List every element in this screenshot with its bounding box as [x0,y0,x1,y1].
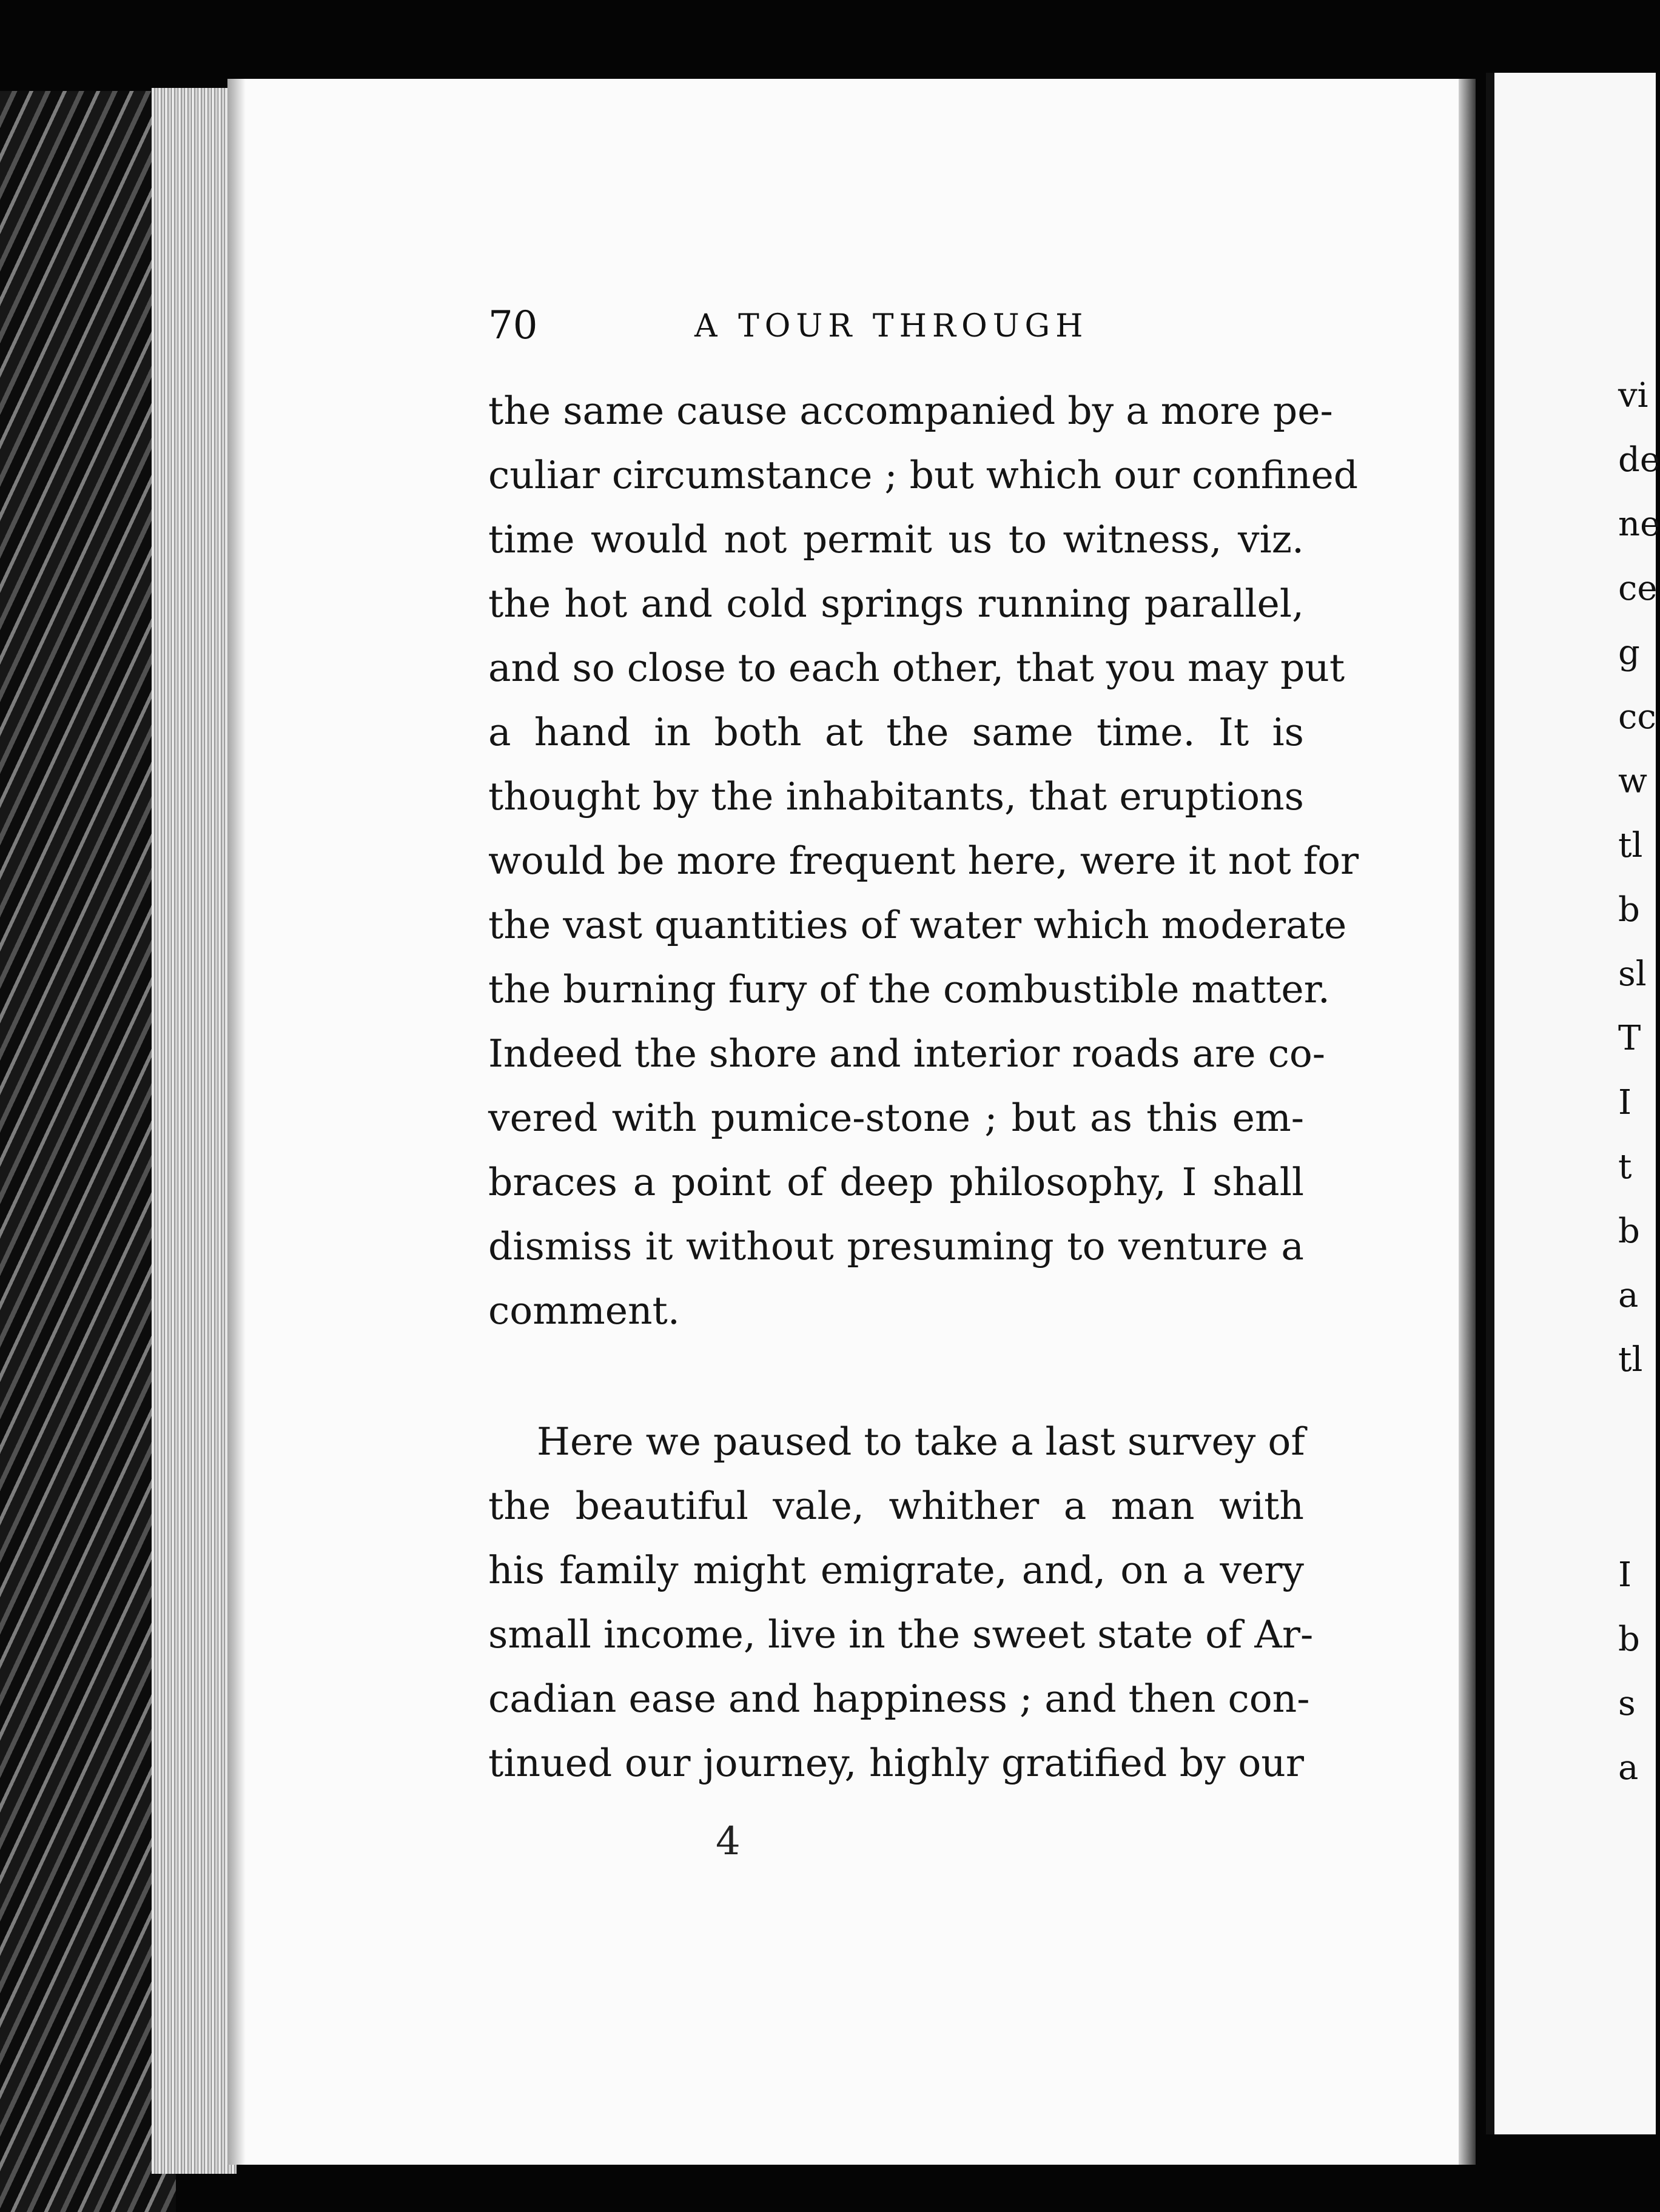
text-line: comment. [488,1289,680,1333]
facing-fragment: vi [1618,376,1648,415]
text-line: the vast quantities of water which moderate [488,903,1347,947]
facing-fragment: de [1618,440,1660,480]
text-line: thought by the inhabitants, that eruptions [488,774,1304,819]
signature-mark: 4 [716,1819,741,1864]
facing-fragment: w [1618,762,1647,801]
text-line: culiar circumstance ; but which our confined [488,453,1359,497]
paragraph-gap [488,1343,1304,1410]
facing-page-fragments-top [1618,364,1660,1392]
facing-page-fragments-bottom [1618,1543,1647,1800]
text-line: a hand in both at the same time. It is [488,710,1304,754]
text-line: tinued our journey, highly gratified by our [488,1741,1304,1785]
page-shadow [227,79,246,2165]
text-line: would be more frequent here, were it not for [488,839,1359,883]
paragraph [488,379,1359,1343]
facing-fragment: ne [1618,504,1660,544]
text-line: Here we paused to take a last survey of [537,1419,1305,1464]
facing-fragment: I [1618,1083,1632,1122]
facing-fragment: t [1618,1147,1632,1187]
text-line: Indeed the shore and interior roads are co- [488,1031,1326,1076]
text-line: the same cause accompanied by a more pe- [488,389,1333,433]
body-text [488,379,1359,1795]
facing-fragment: g [1618,633,1640,672]
facing-fragment: s [1618,1684,1636,1723]
facing-fragment: a [1618,1748,1639,1788]
text-line: cadian ease and happiness ; and then con- [488,1677,1310,1721]
text-line: dismiss it without presuming to venture a [488,1224,1304,1269]
book-gutter [1459,79,1476,2165]
text-line: his family might emigrate, and, on a very [488,1548,1304,1592]
text-line: and so close to each other, that you may put [488,646,1345,690]
facing-fragment: sl [1618,954,1647,994]
marbled-endpaper [0,91,176,2212]
facing-fragment: b [1618,1212,1640,1251]
facing-fragment: b [1618,890,1640,930]
text-line: the burning fury of the combustible matter. [488,967,1330,1011]
facing-fragment: T [1618,1019,1641,1058]
facing-fragment: b [1618,1620,1640,1659]
page-number: 70 [488,303,538,348]
text-line: small income, live in the sweet state of Ar- [488,1612,1314,1657]
facing-fragment: tl [1618,826,1643,865]
facing-fragment: ce [1618,569,1658,608]
text-line: vered with pumice-stone ; but as this em- [488,1096,1304,1140]
facing-fragment: I [1618,1555,1632,1595]
running-title: A TOUR THROUGH [694,308,1089,344]
text-line: the beautiful vale, whither a man with [488,1484,1304,1528]
text-line: time would not permit us to witness, viz. [488,517,1304,561]
facing-fragment: a [1618,1276,1639,1315]
page-edges [152,88,237,2174]
text-line: the hot and cold springs running parallel, [488,581,1304,626]
facing-fragment: tl [1618,1340,1643,1379]
facing-fragment: cc [1618,697,1656,737]
text-line: braces a point of deep philosophy, I shall [488,1160,1304,1204]
paragraph [488,1410,1314,1795]
page-header [488,303,1304,352]
